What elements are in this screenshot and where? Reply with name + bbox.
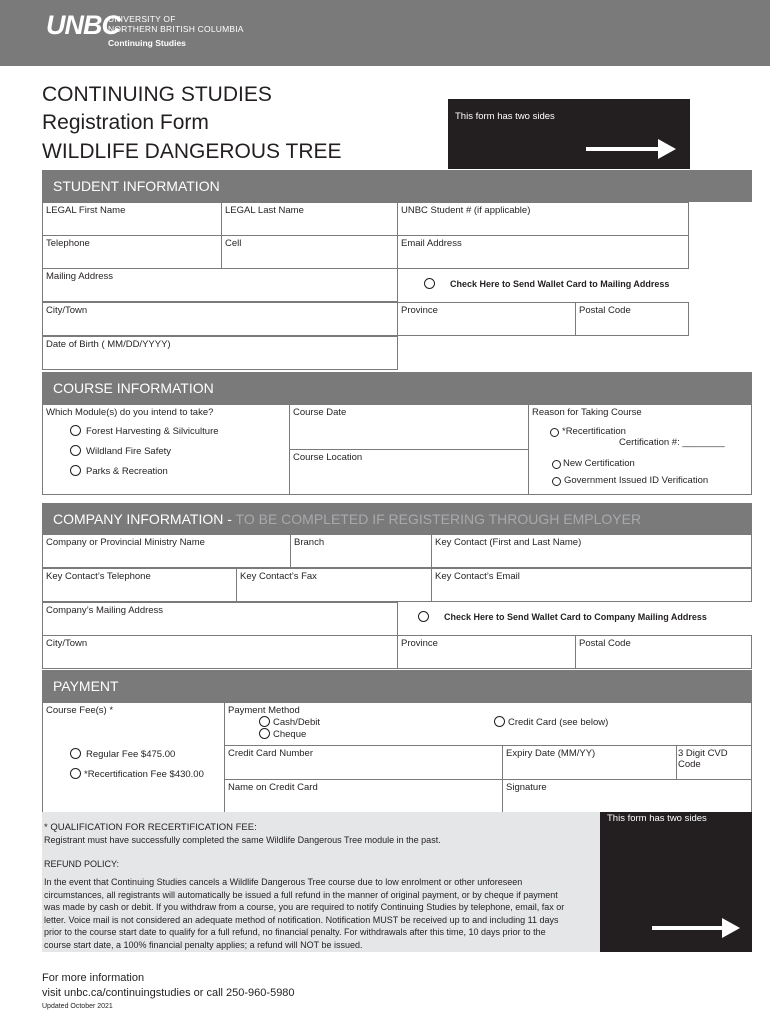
- city-field[interactable]: [42, 302, 398, 336]
- signature-field[interactable]: [502, 779, 752, 813]
- reason-label-new: New Certification: [563, 458, 635, 469]
- two-sides-notice-text-bottom: This form has two sides: [607, 813, 707, 824]
- refund-line-3: was made by cash or debit. If you withdraw from a course, you are required to notify Continuing Studies by telephone, email, fax or: [44, 902, 565, 912]
- title-line-2: Registration Form: [42, 111, 209, 134]
- expiry-date-label: Expiry Date (MM/YY): [506, 748, 596, 759]
- payment-method-label: Payment Method: [228, 705, 300, 716]
- course-date-label: Course Date: [293, 407, 347, 418]
- recertification-fee-label: *Recertification Fee $430.00: [84, 769, 204, 780]
- company-mailing-address-label: Company’s Mailing Address: [46, 605, 164, 616]
- credit-card-label: Credit Card (see below): [508, 717, 609, 728]
- reason-radio-recertification[interactable]: [550, 428, 559, 437]
- modules-question: Which Module(s) do you intend to take?: [46, 407, 214, 418]
- company-heading-text: COMPANY INFORMATION -: [53, 511, 236, 527]
- postal-code-label: Postal Code: [579, 305, 631, 316]
- expiry-date-field[interactable]: [502, 745, 677, 780]
- cash-debit-label: Cash/Debit: [273, 717, 320, 728]
- payment-section-heading: PAYMENT: [42, 670, 752, 702]
- key-contact-fax-field[interactable]: [236, 568, 432, 602]
- email-label: Email Address: [401, 238, 462, 249]
- module-radio-parks[interactable]: [70, 465, 81, 476]
- regular-fee-label: Regular Fee $475.00: [86, 749, 176, 760]
- key-contact-fax-label: Key Contact’s Fax: [240, 571, 317, 582]
- legal-first-name-label: LEGAL First Name: [46, 205, 126, 216]
- cvd-code-field[interactable]: [676, 745, 752, 780]
- telephone-field[interactable]: [42, 235, 222, 269]
- reason-label-government-id: Government Issued ID Verification: [564, 475, 709, 486]
- two-sides-notice-text: This form has two sides: [455, 111, 555, 122]
- wallet-card-company-label: Check Here to Send Wallet Card to Company Mailing Address: [444, 612, 707, 622]
- wallet-card-company-radio[interactable]: [418, 611, 429, 622]
- company-name-label: Company or Provincial Ministry Name: [46, 537, 205, 548]
- company-province-label: Province: [401, 638, 438, 649]
- postal-code-field[interactable]: [575, 302, 689, 336]
- title-line-1: CONTINUING STUDIES: [42, 83, 272, 106]
- credit-card-number-field[interactable]: [224, 745, 503, 780]
- two-sides-notice-box-bottom: [600, 812, 752, 952]
- more-info-text: For more information: [42, 972, 145, 984]
- legal-last-name-label: LEGAL Last Name: [225, 205, 304, 216]
- unbc-logo: UNBC: [46, 10, 120, 40]
- key-contact-telephone-field[interactable]: [42, 568, 237, 602]
- contact-text: visit unbc.ca/continuingstudies or call 250-960-5980: [42, 987, 295, 999]
- university-name-line2: NORTHERN BRITISH COLUMBIA: [108, 24, 244, 34]
- branch-field[interactable]: [290, 534, 432, 568]
- arrow-right-icon: [586, 147, 660, 151]
- arrow-right-icon-bottom: [652, 926, 724, 930]
- company-name-field[interactable]: [42, 534, 291, 568]
- student-number-label: UNBC Student # (if applicable): [401, 205, 531, 216]
- cash-debit-radio[interactable]: [259, 716, 270, 727]
- module-radio-forest[interactable]: [70, 425, 81, 436]
- reason-label-recertification: *Recertification: [562, 426, 626, 437]
- province-field[interactable]: [397, 302, 576, 336]
- company-postal-code-field[interactable]: [575, 635, 752, 669]
- reason-radio-government-id[interactable]: [552, 477, 561, 486]
- updated-date: Updated October 2021: [42, 1003, 113, 1010]
- university-name-line1: UNIVERSITY OF: [108, 14, 176, 24]
- notes-panel: [42, 812, 602, 952]
- company-postal-code-label: Postal Code: [579, 638, 631, 649]
- two-sides-notice-box: [448, 99, 690, 169]
- cell-label: Cell: [225, 238, 242, 249]
- company-province-field[interactable]: [397, 635, 576, 669]
- credit-card-number-label: Credit Card Number: [228, 748, 313, 759]
- course-section-heading: COURSE INFORMATION: [42, 372, 752, 404]
- legal-first-name-field[interactable]: [42, 202, 222, 236]
- cheque-label: Cheque: [273, 729, 307, 740]
- module-radio-fire[interactable]: [70, 445, 81, 456]
- cheque-radio[interactable]: [259, 728, 270, 739]
- module-label-forest: Forest Harvesting & Silviculture: [86, 426, 219, 437]
- mailing-address-field[interactable]: [42, 268, 398, 302]
- mailing-address-label: Mailing Address: [46, 271, 114, 282]
- company-city-field[interactable]: [42, 635, 398, 669]
- credit-card-radio[interactable]: [494, 716, 505, 727]
- email-field[interactable]: [397, 235, 689, 269]
- student-section-heading: STUDENT INFORMATION: [42, 170, 752, 202]
- date-of-birth-label: Date of Birth ( MM/DD/YYYY): [46, 339, 171, 350]
- qualification-text: Registrant must have successfully completed the same Wildlife Dangerous Tree module in the past.: [44, 835, 441, 845]
- wallet-card-mailing-label: Check Here to Send Wallet Card to Mailing Address: [450, 279, 670, 289]
- telephone-label: Telephone: [46, 238, 90, 249]
- course-location-field[interactable]: [289, 449, 529, 495]
- reason-heading: Reason for Taking Course: [532, 407, 642, 418]
- key-contact-field[interactable]: [431, 534, 752, 568]
- refund-heading: REFUND POLICY:: [44, 859, 120, 869]
- wallet-card-mailing-radio[interactable]: [424, 278, 435, 289]
- recertification-fee-radio[interactable]: [70, 768, 81, 779]
- branch-label: Branch: [294, 537, 325, 548]
- department-name: Continuing Studies: [108, 38, 186, 48]
- key-contact-email-field[interactable]: [431, 568, 752, 602]
- company-mailing-address-field[interactable]: [42, 602, 398, 636]
- refund-line-6: course start date, a 100% financial penalty applies; a refund will NOT be issued.: [44, 939, 363, 950]
- refund-line-5: prior to the course start date to qualify for a full refund, no financial penalty. For withdrawals after this time, 10 days prior to the: [44, 927, 546, 937]
- arrow-head-icon-bottom: [722, 918, 740, 938]
- company-section-heading: [42, 503, 752, 535]
- refund-line-2: circumstances, all registrants will automatically be issued a full refund in the manner of original payment, or by cheque if payment: [44, 889, 558, 900]
- cvd-code-label: 3 Digit CVD Code: [678, 748, 728, 770]
- key-contact-email-label: Key Contact’s Email: [435, 571, 520, 582]
- student-number-field[interactable]: [397, 202, 689, 236]
- regular-fee-radio[interactable]: [70, 748, 81, 759]
- province-label: Province: [401, 305, 438, 316]
- key-contact-telephone-label: Key Contact’s Telephone: [46, 571, 151, 582]
- module-label-fire: Wildland Fire Safety: [86, 446, 172, 457]
- refund-line-1: In the event that Continuing Studies cancels a Wildlife Dangerous Tree course due to low enrolment or other unforeseen: [44, 877, 523, 887]
- name-on-card-label: Name on Credit Card: [228, 782, 318, 793]
- company-city-label: City/Town: [46, 638, 88, 649]
- cell-field[interactable]: [221, 235, 398, 269]
- key-contact-label: Key Contact (First and Last Name): [435, 537, 582, 548]
- course-date-field[interactable]: [289, 404, 529, 450]
- legal-last-name-field[interactable]: [221, 202, 398, 236]
- course-location-label: Course Location: [293, 452, 363, 463]
- arrow-head-icon: [658, 139, 676, 159]
- refund-line-4: letter. Voice mail is not considered an adequate method of notification. Notification MUST be received up to and including 11 days: [44, 914, 559, 925]
- name-on-card-field[interactable]: [224, 779, 503, 813]
- company-heading-note: TO BE COMPLETED IF REGISTERING THROUGH EMPLOYER: [235, 511, 642, 527]
- date-of-birth-field[interactable]: [42, 336, 398, 370]
- course-fees-label: Course Fee(s) *: [46, 705, 114, 716]
- signature-label: Signature: [506, 782, 547, 793]
- module-label-parks: Parks & Recreation: [86, 466, 168, 477]
- qualification-heading: * QUALIFICATION FOR RECERTIFICATION FEE:: [44, 822, 257, 833]
- certification-number-label: Certification #: ________: [619, 437, 725, 448]
- reason-radio-new[interactable]: [552, 460, 561, 469]
- city-label: City/Town: [46, 305, 88, 316]
- title-line-3: WILDLIFE DANGEROUS TREE: [42, 140, 342, 163]
